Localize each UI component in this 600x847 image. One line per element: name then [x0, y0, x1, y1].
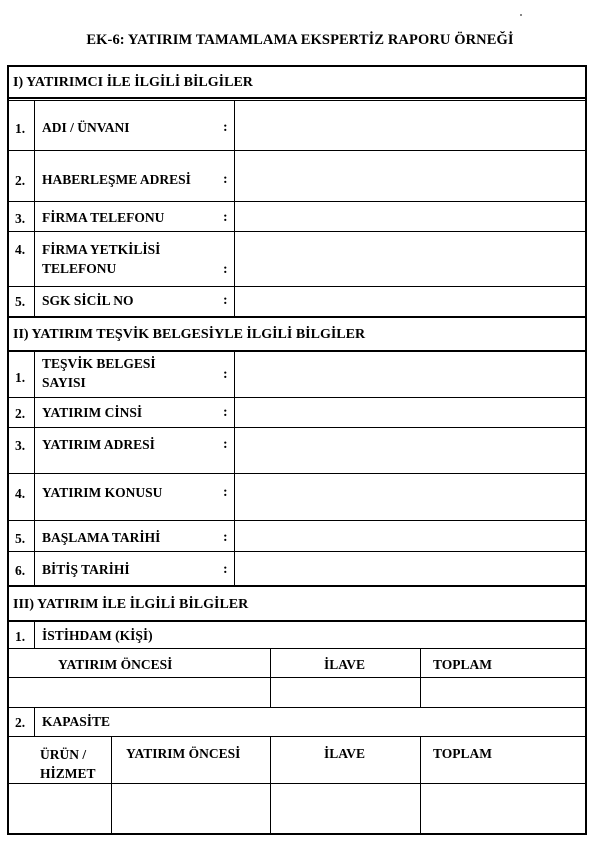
- rule: [7, 397, 587, 398]
- label-employment: İSTİHDAM (KİŞİ): [42, 628, 153, 643]
- scan-speck: [520, 14, 522, 16]
- label-certificate-number-line2: SAYISI: [42, 375, 86, 390]
- row-number: 3.: [15, 211, 26, 226]
- rule: [34, 707, 35, 737]
- section-heading-investor: I) YATIRIMCI İLE İLGİLİ BİLGİLER: [13, 75, 253, 90]
- rule: [7, 707, 587, 708]
- row-number: 5.: [15, 531, 26, 546]
- label-investment-subject: YATIRIM KONUSU: [42, 485, 163, 500]
- row-number: 2.: [15, 406, 26, 421]
- rule: [7, 677, 587, 678]
- label-investment-address: YATIRIM ADRESİ: [42, 437, 155, 452]
- rule: [34, 352, 35, 586]
- label-end-date: BİTİŞ TARİHİ: [42, 562, 130, 577]
- rule: [7, 350, 587, 352]
- section-heading-incentive-certificate: II) YATIRIM TEŞVİK BELGESİYLE İLGİLİ BİLGİLER: [13, 327, 366, 342]
- label-sgk-registry-no: SGK SİCİL NO: [42, 293, 134, 308]
- employment-header-before: YATIRIM ÖNCESİ: [58, 657, 173, 672]
- rule: [7, 620, 587, 622]
- rule: [7, 150, 587, 151]
- label-colon: :: [223, 437, 228, 452]
- label-colon: :: [223, 120, 228, 135]
- row-number: 1.: [15, 370, 26, 385]
- label-colon: :: [223, 367, 228, 382]
- rule: [270, 648, 271, 707]
- capacity-header-product-line1: ÜRÜN /: [40, 747, 87, 762]
- row-number: 1.: [15, 629, 26, 644]
- rule: [7, 286, 587, 287]
- label-colon: :: [223, 485, 228, 500]
- rule: [234, 352, 235, 586]
- rule: [7, 551, 587, 552]
- rule: [7, 231, 587, 232]
- row-number: 4.: [15, 242, 26, 257]
- row-number: 2.: [15, 173, 26, 188]
- rule: [7, 473, 587, 474]
- label-communication-address: HABERLEŞME ADRESİ: [42, 172, 191, 187]
- capacity-header-product-line2: HİZMET: [40, 766, 96, 781]
- row-number: 1.: [15, 121, 26, 136]
- document-title: EK-6: YATIRIM TAMAMLAMA EKSPERTİZ RAPORU ÖRNEĞİ: [86, 32, 514, 48]
- row-number: 2.: [15, 715, 26, 730]
- section-heading-investment: III) YATIRIM İLE İLGİLİ BİLGİLER: [13, 597, 249, 612]
- row-number: 6.: [15, 563, 26, 578]
- label-colon: :: [223, 562, 228, 577]
- capacity-header-added: İLAVE: [324, 746, 366, 761]
- rule: [7, 585, 587, 587]
- rule: [7, 427, 587, 428]
- rule: [7, 783, 587, 784]
- rule: [420, 648, 421, 707]
- label-start-date: BAŞLAMA TARİHİ: [42, 530, 161, 545]
- row-number: 4.: [15, 486, 26, 501]
- rule: [7, 100, 587, 101]
- capacity-header-before: YATIRIM ÖNCESİ: [126, 746, 241, 761]
- employment-header-total: TOPLAM: [433, 657, 493, 672]
- rule: [270, 736, 271, 835]
- label-colon: :: [223, 293, 228, 308]
- label-colon: :: [223, 210, 228, 225]
- label-company-phone: FİRMA TELEFONU: [42, 210, 165, 225]
- rule: [7, 736, 587, 737]
- label-colon: :: [223, 405, 228, 420]
- employment-header-added: İLAVE: [324, 657, 366, 672]
- rule: [7, 97, 587, 99]
- label-colon: :: [223, 262, 228, 277]
- rule: [420, 736, 421, 835]
- rule: [7, 648, 587, 649]
- rule: [7, 201, 587, 202]
- label-colon: :: [223, 530, 228, 545]
- capacity-header-total: TOPLAM: [433, 746, 493, 761]
- rule: [7, 520, 587, 521]
- label-authorized-phone-line1: FİRMA YETKİLİSİ: [42, 242, 161, 257]
- label-authorized-phone-line2: TELEFONU: [42, 261, 117, 276]
- label-investment-type: YATIRIM CİNSİ: [42, 405, 143, 420]
- rule: [234, 100, 235, 317]
- row-number: 3.: [15, 438, 26, 453]
- rule: [7, 316, 587, 318]
- label-capacity: KAPASİTE: [42, 714, 111, 729]
- rule: [111, 736, 112, 835]
- label-colon: :: [223, 172, 228, 187]
- label-name-title: ADI / ÜNVANI: [42, 120, 130, 135]
- rule: [34, 622, 35, 649]
- label-certificate-number-line1: TEŞVİK BELGESİ: [42, 356, 156, 371]
- row-number: 5.: [15, 294, 26, 309]
- rule: [34, 100, 35, 317]
